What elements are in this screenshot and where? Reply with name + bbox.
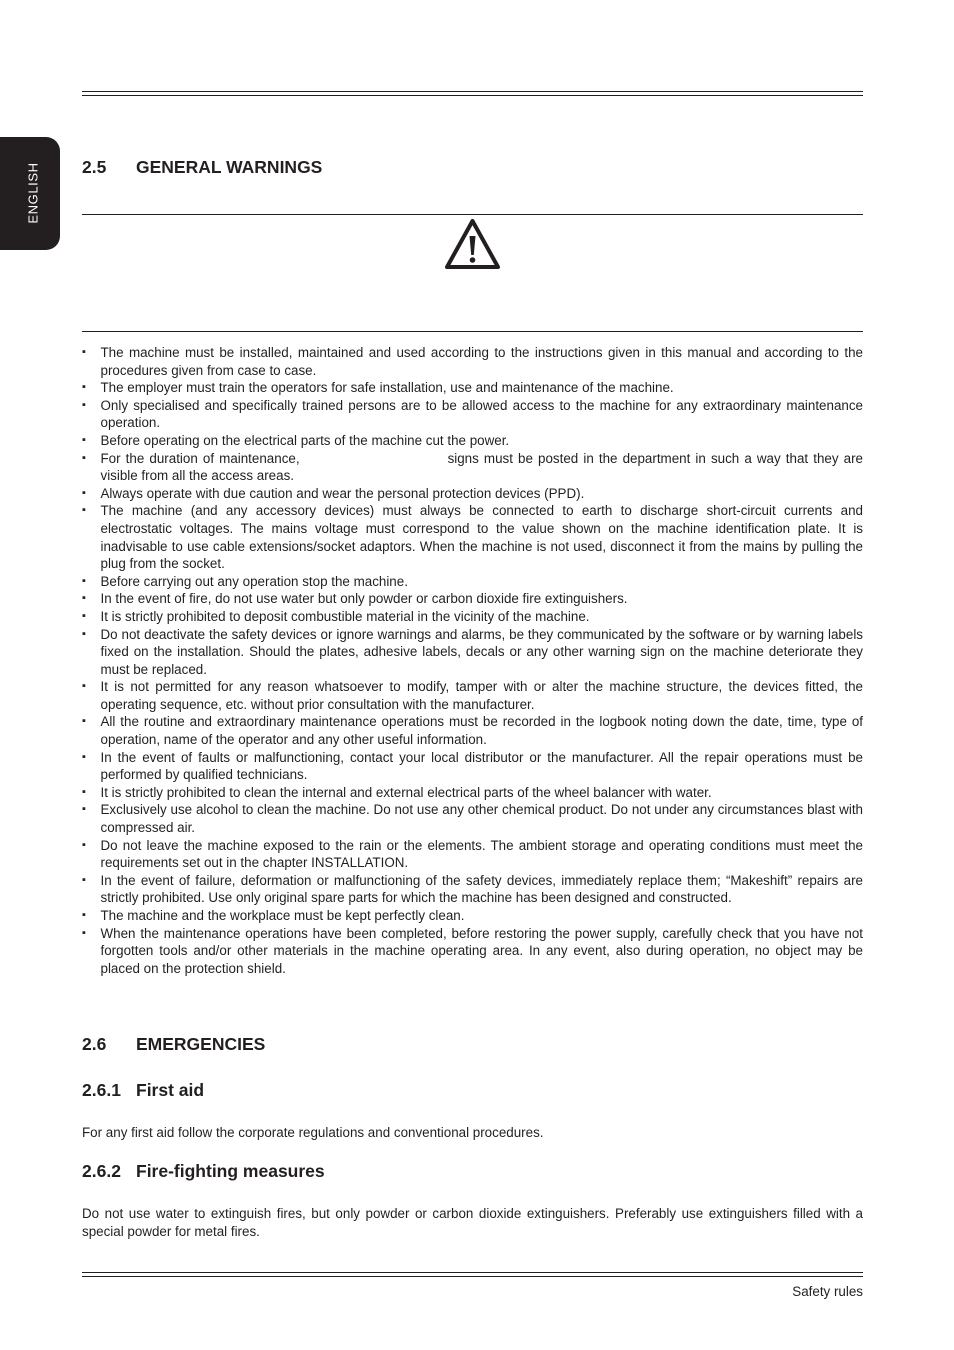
warning-item-text-before: For the duration of maintenance,	[100, 450, 300, 466]
warning-item: ▪ The machine must be installed, maintained and used according to the instructions given in this manual and according to the procedures given from case to case.	[82, 344, 863, 379]
warning-item: ▪ When the maintenance operations have been completed, before restoring the power supply, carefully check that you have not forgotten tools and/or other materials in the machine operating area. In any event, also during operation, no object may be placed on the protection shield.	[82, 925, 863, 978]
footer-section-name: Safety rules	[792, 1284, 863, 1299]
warning-item	[82, 450, 863, 485]
warning-item: ▪ The machine and the workplace must be kept perfectly clean.	[82, 907, 863, 925]
header-rule	[82, 91, 863, 96]
warning-item: ▪ Before operating on the electrical parts of the machine cut the power.	[82, 432, 863, 450]
language-tab	[0, 137, 60, 250]
section-title: GENERAL WARNINGS	[136, 157, 323, 177]
language-label: ENGLISH	[25, 162, 41, 224]
warning-item: ▪ In the event of fire, do not use water but only powder or carbon dioxide fire extinguishers.	[82, 590, 863, 608]
section-2-5-heading	[82, 157, 322, 178]
section-2-6-1-heading	[82, 1080, 204, 1101]
subsection-title: First aid	[136, 1080, 205, 1100]
warning-item: ▪ Exclusively use alcohol to clean the machine. Do not use any other chemical product. Do not under any circumstances blast with compressed air.	[82, 801, 863, 836]
warning-item: ▪ Only specialised and specifically trained persons are to be allowed access to the machine for any extraordinary maintenance operation.	[82, 397, 863, 432]
warning-triangle-icon	[444, 218, 501, 270]
warning-box-top-rule	[82, 214, 863, 215]
warning-item: ▪ Before carrying out any operation stop the machine.	[82, 573, 863, 591]
warning-item-text-after: signs must be posted in the department in such a way that they are visible from all the access areas.	[100, 450, 863, 484]
subsection-number: 2.6.1	[82, 1080, 121, 1100]
subsection-title: Fire-fighting measures	[136, 1161, 325, 1181]
section-title: EMERGENCIES	[136, 1034, 266, 1054]
warning-item: ▪ The employer must train the operators for safe installation, use and maintenance of the machine.	[82, 379, 863, 397]
warning-item: ▪ It is strictly prohibited to deposit combustible material in the vicinity of the machine.	[82, 608, 863, 626]
warning-item: ▪ In the event of failure, deformation or malfunctioning of the safety devices, immediately replace them; “Makeshift” repairs are strictly prohibited. Use only original spare parts for which the machine has been designed and constructed.	[82, 872, 863, 907]
warning-item: ▪ Do not deactivate the safety devices or ignore warnings and alarms, be they communicated by the software or by warning labels fixed on the installation. Should the plates, adhesive labels, decals or any other warning sign on the machine deteriorate they must be replaced.	[82, 626, 863, 679]
warning-item: ▪ Do not leave the machine exposed to the rain or the elements. The ambient storage and operating conditions must meet the requirements set out in the chapter INSTALLATION.	[82, 837, 863, 872]
general-warnings-list	[82, 344, 863, 977]
warning-item: ▪ The machine (and any accessory devices) must always be connected to earth to discharge short-circuit currents and electrostatic voltages. The mains voltage must correspond to the value shown on the machine identification plate. It is inadvisable to use cable extensions/socket adaptors. When the machine is not used, disconnect it from the mains by pulling the plug from the socket.	[82, 502, 863, 572]
warning-item: ▪ All the routine and extraordinary maintenance operations must be recorded in the logbook noting down the date, time, type of operation, name of the operator and any other useful information.	[82, 713, 863, 748]
section-2-6-2-heading	[82, 1161, 325, 1182]
first-aid-text: For any first aid follow the corporate regulations and conventional procedures.	[82, 1125, 544, 1140]
warning-item: ▪ It is strictly prohibited to clean the internal and external electrical parts of the wheel balancer with water.	[82, 784, 863, 802]
warning-box-bottom-rule	[82, 331, 863, 332]
subsection-number: 2.6.2	[82, 1161, 121, 1181]
warning-item: ▪ Always operate with due caution and wear the personal protection devices (PPD).	[82, 485, 863, 503]
section-number: 2.5	[82, 157, 107, 177]
warning-item: ▪ In the event of faults or malfunctioning, contact your local distributor or the manufacturer. All the repair operations must be performed by qualified technicians.	[82, 749, 863, 784]
footer-rule	[82, 1272, 863, 1277]
section-2-6-heading	[82, 1034, 265, 1055]
section-number: 2.6	[82, 1034, 107, 1054]
fire-fighting-text: Do not use water to extinguish fires, but only powder or carbon dioxide extinguishers. Preferably use extinguishers filled with a special powder for metal fires.	[82, 1206, 863, 1239]
warning-item: ▪ It is not permitted for any reason whatsoever to modify, tamper with or alter the machine structure, the devices fitted, the operating sequence, etc. without prior consultation with the manufacturer.	[82, 678, 863, 713]
